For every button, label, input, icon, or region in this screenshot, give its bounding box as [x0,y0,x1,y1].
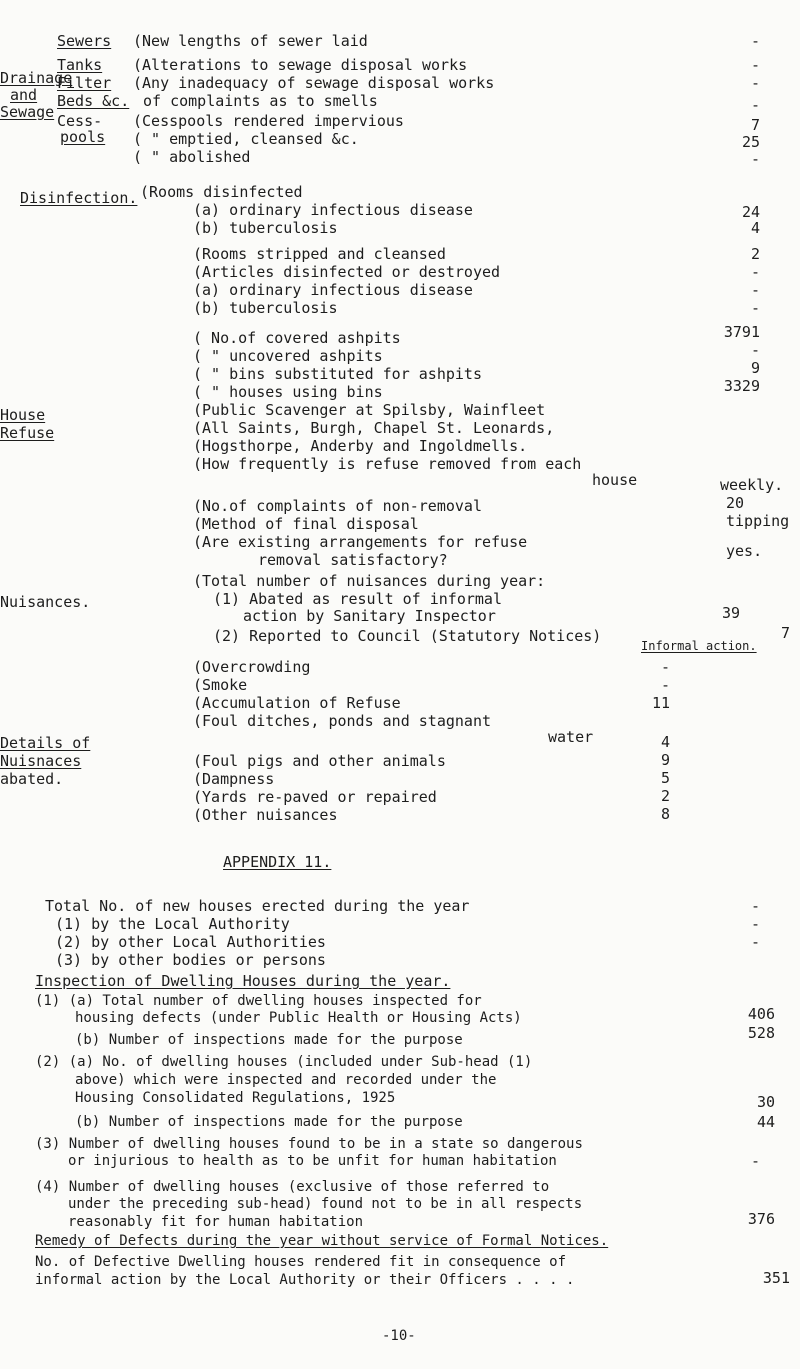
filter-label: Filter [57,74,112,92]
uncovered-ashpits-value: - [750,341,760,359]
house-refuse-heading: House [0,406,46,424]
arrangements-removal-text: removal satisfactory? [258,551,448,569]
details-heading: Nuisnaces [0,752,82,770]
page-number: -10- [382,1328,416,1344]
remedy-heading: Remedy of Defects during the year without service of Formal Notices. [35,1233,609,1249]
alterations-value: - [750,56,760,74]
new-houses-local-text: (1) by the Local Authority [55,915,290,933]
nonremoval-text: (No.of complaints of non-removal [193,497,482,515]
rooms-stripped-text: (Rooms stripped and cleansed [193,245,446,263]
details-item-value: 5 [660,769,670,787]
house-refuse-heading: Refuse [0,424,55,442]
new-houses-value: - [750,897,760,915]
details-item: (Foul ditches, ponds and stagnant [193,712,492,730]
inspection-1a-text: (1) (a) Total number of dwelling houses inspected for [35,993,482,1009]
details-item: (Smoke [193,676,248,694]
details-item: (Overcrowding [193,658,311,676]
drainage-heading: and [10,86,38,104]
details-item: (Accumulation of Refuse [193,694,401,712]
nuisances-total-text: (Total number of nuisances during year: [193,572,546,590]
articles-value: - [750,263,760,281]
inspection-3-value: - [750,1152,760,1170]
sewers-text: (New lengths of sewer laid [133,32,368,50]
articles-ordinary-text: (a) ordinary infectious disease [193,281,473,299]
details-item-value: 2 [660,787,670,805]
nuisances-informal-text: Informal action. [641,639,757,653]
method-disposal-text: (Method of final disposal [193,515,419,533]
uncovered-ashpits-text: ( " uncovered ashpits [193,347,383,365]
defective-houses-text: informal action by the Local Authority or their Officers . . . . [35,1272,575,1288]
impervious-value: 7 [750,116,760,134]
nuisances-reported-value: 7 [781,624,791,642]
details-item-value: - [660,658,670,676]
new-houses-other-local-value: - [750,933,760,951]
new-houses-other-bodies-text: (3) by other bodies or persons [55,951,326,969]
new-houses-local-value: - [750,915,760,933]
abolished-value: - [750,150,760,168]
defective-houses-value: 351 [762,1269,790,1287]
nuisances-abated-text: (1) Abated as result of informal [213,590,502,608]
appendix-title: APPENDIX 11. [223,853,332,871]
sewers-value: - [750,32,760,50]
articles-text: (Articles disinfected or destroyed [193,263,501,281]
abolished-text: ( " abolished [133,148,251,166]
sewers-label: Sewers [57,32,112,50]
nuisances-action-text: action by Sanitary Inspector [243,607,496,625]
inspection-2a-text: (2) (a) No. of dwelling houses (included under Sub-head (1) [35,1054,533,1070]
inspection-2b-text: (b) Number of inspections made for the purpose [75,1114,463,1130]
rooms-stripped-value: 2 [750,245,760,263]
houses-bins-value: 3329 [723,377,760,395]
houses-bins-text: ( " houses using bins [193,383,383,401]
pools-label: pools [60,128,106,146]
method-disposal-value: tipping [726,512,790,530]
bins-substituted-text: ( " bins substituted for ashpits [193,365,482,383]
tuberculosis-value: 4 [750,219,760,237]
inspection-4-text: under the preceding sub-head) found not to be in all respects [68,1196,583,1212]
drainage-heading: Sewage [0,103,55,121]
inspection-4-text: (4) Number of dwelling houses (exclusive of those referred to [35,1179,550,1195]
inspection-heading: Inspection of Dwelling Houses during the year. [35,972,451,990]
details-heading: abated. [0,770,64,788]
articles-tb-value: - [750,299,760,317]
inspection-2a-text: above) which were inspected and recorded under the [75,1072,497,1088]
inadequacy-text: (Any inadequacy of sewage disposal works [133,74,495,92]
cess-label: Cess- [57,112,103,130]
inspection-3-text: (3) Number of dwelling houses found to be in a state so dangerous [35,1136,583,1152]
details-item-value: 4 [660,733,670,751]
inspection-2a-value: 30 [756,1093,775,1111]
nonremoval-value: 20 [726,494,745,512]
details-item-value: 8 [660,805,670,823]
nuisances-reported-text: (2) Reported to Council (Statutory Notices) [213,627,602,645]
alterations-text: (Alterations to sewage disposal works [133,56,468,74]
inspection-1a-value: 406 [747,1005,775,1023]
nuisances-abated-value: 39 [721,604,740,622]
details-item-value: 9 [660,751,670,769]
details-item: (Other nuisances [193,806,338,824]
details-item-value: - [660,676,670,694]
covered-ashpits-value: 3791 [723,323,760,341]
covered-ashpits-text: ( No.of covered ashpits [193,329,401,347]
details-item: (Foul pigs and other animals [193,752,446,770]
defective-houses-text: No. of Defective Dwelling houses rendered fit in consequence of [35,1254,567,1270]
scavenger-text: (Public Scavenger at Spilsby, Wainfleet [193,401,546,419]
beds-label: Beds &c. [57,92,130,110]
inspection-1b-text: (b) Number of inspections made for the purpose [75,1032,463,1048]
bins-substituted-value: 9 [750,359,760,377]
inadequacy-value: - [750,74,760,92]
new-houses-other-local-text: (2) by other Local Authorities [55,933,326,951]
inspection-1a-text: housing defects (under Public Health or Housing Acts) [75,1010,522,1026]
details-item: (Dampness [193,770,275,788]
details-item: water [548,728,594,746]
inspection-3-text: or injurious to health as to be unfit for human habitation [68,1153,557,1169]
arrangements-value: yes. [726,542,763,560]
inspection-4-value: 376 [747,1210,775,1228]
how-frequently-house: house [592,471,638,489]
disinfection-label: Disinfection. [20,189,138,207]
inspection-1b-value: 528 [747,1024,775,1042]
drainage-heading: Drainage [0,69,73,87]
tanks-label: Tanks [57,56,103,74]
rooms-disinfected-text: (Rooms disinfected [140,183,303,201]
articles-ordinary-value: - [750,281,760,299]
how-frequently-text: (How frequently is refuse removed from each [193,455,582,473]
arrangements-text: (Are existing arrangements for refuse [193,533,528,551]
details-item: (Yards re-paved or repaired [193,788,437,806]
ordinary-disease-text: (a) ordinary infectious disease [193,201,473,219]
emptied-value: 25 [741,133,760,151]
how-frequently-value: weekly. [720,476,784,494]
inspection-2b-value: 44 [756,1113,775,1131]
inspection-4-text: reasonably fit for human habitation [68,1214,364,1230]
inspection-2a-text: Housing Consolidated Regulations, 1925 [75,1090,396,1106]
ordinary-disease-value: 24 [741,203,760,221]
tuberculosis-text: (b) tuberculosis [193,219,338,237]
complaints-text: of complaints as to smells [143,92,378,110]
saints-text: (All Saints, Burgh, Chapel St. Leonards, [193,419,555,437]
emptied-text: ( " emptied, cleansed &c. [133,130,359,148]
details-item-value: 11 [651,694,670,712]
impervious-text: (Cesspools rendered impervious [133,112,404,130]
articles-tb-text: (b) tuberculosis [193,299,338,317]
details-heading: Details of [0,734,91,752]
new-houses-text: Total No. of new houses erected during the year [45,897,470,915]
hogsthorpe-text: (Hogsthorpe, Anderby and Ingoldmells. [193,437,528,455]
nuisances-heading: Nuisances. [0,593,91,611]
complaints-value: - [750,96,760,114]
